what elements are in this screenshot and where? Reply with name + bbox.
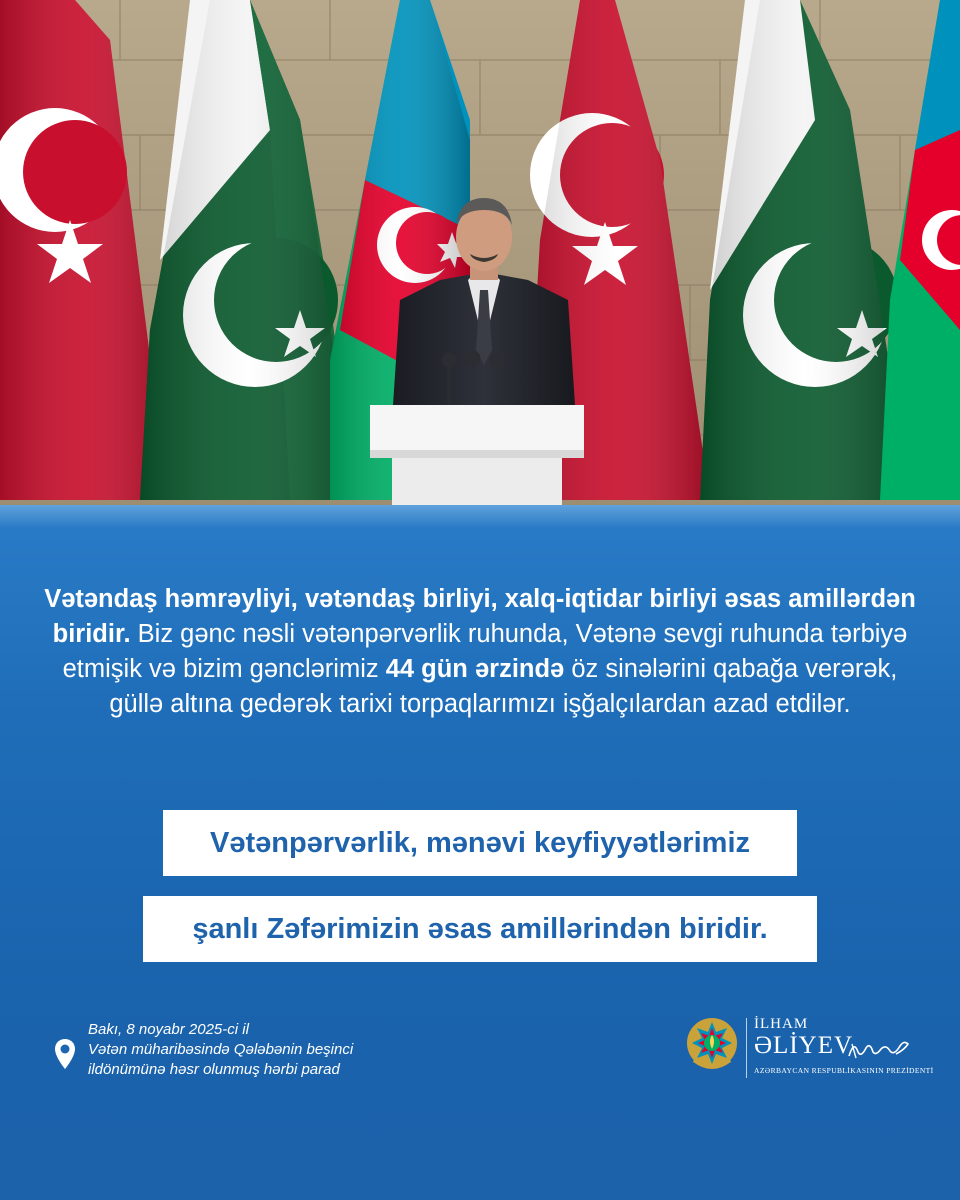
president-brand	[686, 1012, 936, 1092]
quote-bold-2: 44 gün ərzində	[385, 655, 565, 683]
location-pin-icon	[54, 1038, 76, 1070]
brand-first-name: İLHAM	[754, 1016, 809, 1032]
location-event-line-2: ildönümünə həsr olunmuş hərbi parad	[88, 1061, 340, 1078]
podium	[370, 405, 584, 520]
brand-separator	[746, 1018, 747, 1078]
location-date: Bakı, 8 noyabr 2025-ci il	[88, 1021, 249, 1038]
signature-icon	[846, 1036, 912, 1062]
quote-text-2: öz sinələrini qabağa verərək, güllə altına gedərək tarixi torpaqlarımızı işğalçılardan azad etdilər.	[109, 655, 898, 718]
brand-last-name: ƏLİYEV	[754, 1032, 854, 1059]
highlight-line-2: şanlı Zəfərimizin əsas amillərindən biridir.	[143, 896, 817, 962]
quote-text-1: Biz gənc nəsli vətənpərvərlik ruhunda, Vətənə sevgi ruhunda tərbiyə etmişik və bizim gənclərimiz	[62, 620, 908, 683]
panel-edge	[0, 505, 960, 527]
location-caption	[88, 1020, 408, 1080]
brand-subtitle: AZƏRBAYCAN RESPUBLİKASININ PREZİDENTİ	[754, 1066, 934, 1075]
highlight-line-1: Vətənpərvərlik, mənəvi keyfiyyətlərimiz	[163, 810, 797, 876]
azerbaijan-emblem-icon	[686, 1016, 738, 1074]
quote-bold-1: Vətəndaş həmrəyliyi, vətəndaş birliyi, xalq-iqtidar birliyi əsas amillərdən biridir.	[44, 585, 916, 648]
location-event-line-1: Vətən müharibəsində Qələbənin beşinci	[88, 1041, 354, 1058]
speech-photo	[0, 0, 960, 520]
quote-text	[40, 582, 920, 722]
